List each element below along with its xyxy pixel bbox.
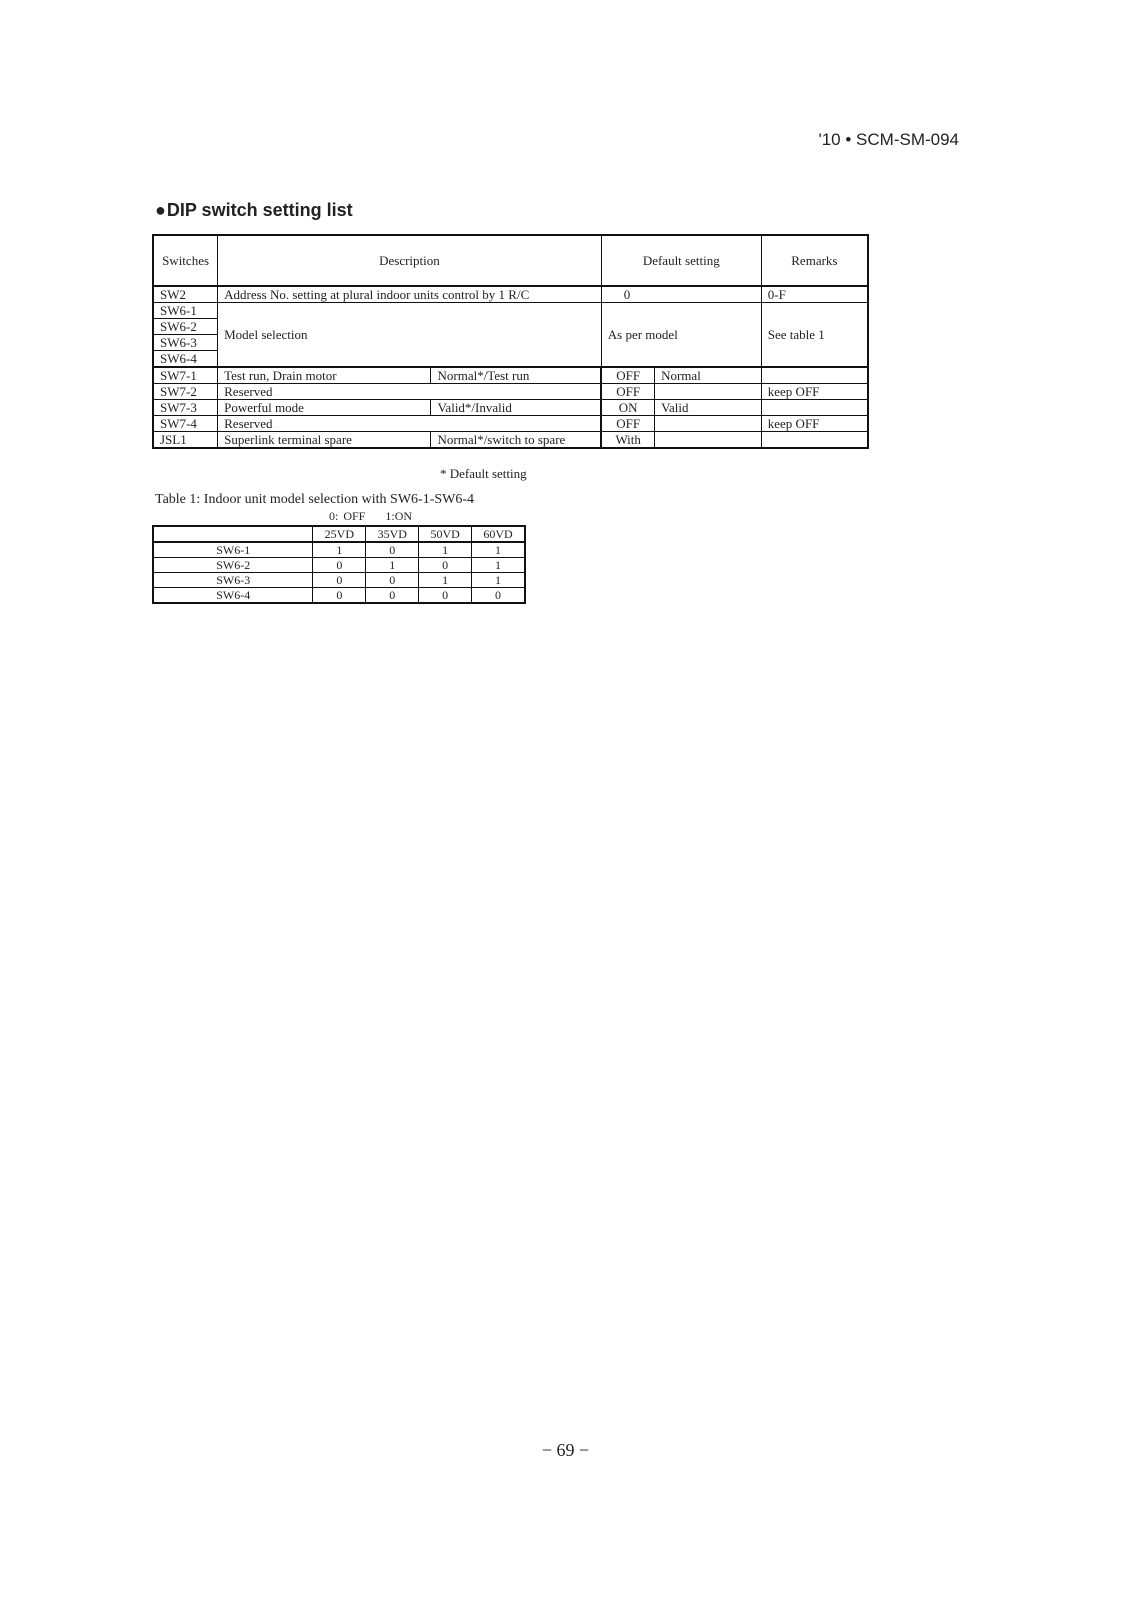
default-setting-note: * Default setting (440, 466, 527, 481)
value-cell: 0 (366, 573, 419, 588)
default-cell: OFF (601, 367, 654, 384)
table1-legend (329, 509, 412, 524)
table1-caption: Table 1: Indoor unit model selection with SW6-1-SW6-4 (155, 492, 475, 507)
header-switches: Switches (153, 235, 218, 286)
row-label: SW6-1 (153, 542, 313, 558)
header-description: Description (218, 235, 602, 286)
table-header-row (153, 526, 525, 542)
header-default-setting: Default setting (601, 235, 761, 286)
row-label: SW6-2 (153, 558, 313, 573)
row-label: SW6-3 (153, 573, 313, 588)
switch-cell: SW7-4 (153, 416, 218, 432)
value-cell: 0 (472, 588, 525, 604)
value-cell: 1 (472, 573, 525, 588)
default-cell: OFF (601, 384, 654, 400)
section-title-text: DIP switch setting list (166, 200, 353, 220)
default-note-cell (655, 432, 762, 449)
value-cell: 1 (472, 542, 525, 558)
default-cell: As per model (601, 303, 761, 368)
description-cell: Reserved (218, 416, 431, 432)
bullet-icon: ● (155, 200, 166, 220)
switch-cell: SW6-1 (153, 303, 218, 319)
table-row (153, 416, 868, 432)
default-note-cell: Normal (655, 367, 762, 384)
switch-cell: SW6-2 (153, 319, 218, 335)
table-row (153, 286, 868, 303)
option-cell (431, 384, 601, 400)
table-row (153, 542, 525, 558)
table-row (153, 558, 525, 573)
remarks-cell: See table 1 (761, 303, 868, 368)
default-note-cell (655, 416, 762, 432)
default-note-cell: Valid (655, 400, 762, 416)
value-cell: 0 (366, 542, 419, 558)
switch-cell: SW6-3 (153, 335, 218, 351)
legend-off: 0: OFF (329, 509, 366, 523)
switch-cell: SW7-2 (153, 384, 218, 400)
section-title (155, 200, 353, 221)
table-header-row (153, 235, 868, 286)
default-cell: 0 (601, 286, 761, 303)
remarks-cell (761, 367, 868, 384)
remarks-cell: keep OFF (761, 384, 868, 400)
description-cell: Powerful mode (218, 400, 431, 416)
value-cell: 0 (313, 588, 366, 604)
default-cell: With (601, 432, 654, 449)
page-number: − 69 − (541, 1440, 590, 1460)
column-header: 35VD (366, 526, 419, 542)
column-header: 50VD (419, 526, 472, 542)
table-row (153, 432, 868, 449)
model-selection-table (152, 525, 526, 604)
switch-cell: SW7-3 (153, 400, 218, 416)
value-cell: 1 (419, 542, 472, 558)
value-cell: 1 (472, 558, 525, 573)
remarks-cell (761, 400, 868, 416)
table-row (153, 303, 868, 319)
option-cell (431, 416, 601, 432)
header-blank (153, 526, 313, 542)
table-row (153, 588, 525, 604)
description-cell: Reserved (218, 384, 431, 400)
description-cell: Test run, Drain motor (218, 367, 431, 384)
default-note-cell (655, 384, 762, 400)
legend-on: 1:ON (385, 509, 413, 523)
value-cell: 0 (366, 588, 419, 604)
default-cell: OFF (601, 416, 654, 432)
row-label: SW6-4 (153, 588, 313, 604)
remarks-cell (761, 432, 868, 449)
switch-cell: SW6-4 (153, 351, 218, 368)
table-row (153, 384, 868, 400)
column-header: 60VD (472, 526, 525, 542)
table-row (153, 573, 525, 588)
value-cell: 1 (419, 573, 472, 588)
description-cell: Address No. setting at plural indoor units control by 1 R/C (218, 286, 602, 303)
option-cell: Valid*/Invalid (431, 400, 601, 416)
document-code: '10 • SCM-SM-094 (818, 130, 959, 149)
switch-cell: JSL1 (153, 432, 218, 449)
option-cell: Normal*/Test run (431, 367, 601, 384)
header-remarks: Remarks (761, 235, 868, 286)
description-cell: Superlink terminal spare (218, 432, 431, 449)
description-cell: Model selection (218, 303, 602, 368)
value-cell: 1 (313, 542, 366, 558)
value-cell: 1 (366, 558, 419, 573)
table-row (153, 367, 868, 384)
table-row (153, 400, 868, 416)
switch-cell: SW7-1 (153, 367, 218, 384)
dip-switch-table (152, 234, 869, 449)
switch-cell: SW2 (153, 286, 218, 303)
value-cell: 0 (419, 558, 472, 573)
value-cell: 0 (419, 588, 472, 604)
value-cell: 0 (313, 573, 366, 588)
column-header: 25VD (313, 526, 366, 542)
value-cell: 0 (313, 558, 366, 573)
default-cell: ON (601, 400, 654, 416)
option-cell: Normal*/switch to spare (431, 432, 601, 449)
remarks-cell: keep OFF (761, 416, 868, 432)
remarks-cell: 0-F (761, 286, 868, 303)
